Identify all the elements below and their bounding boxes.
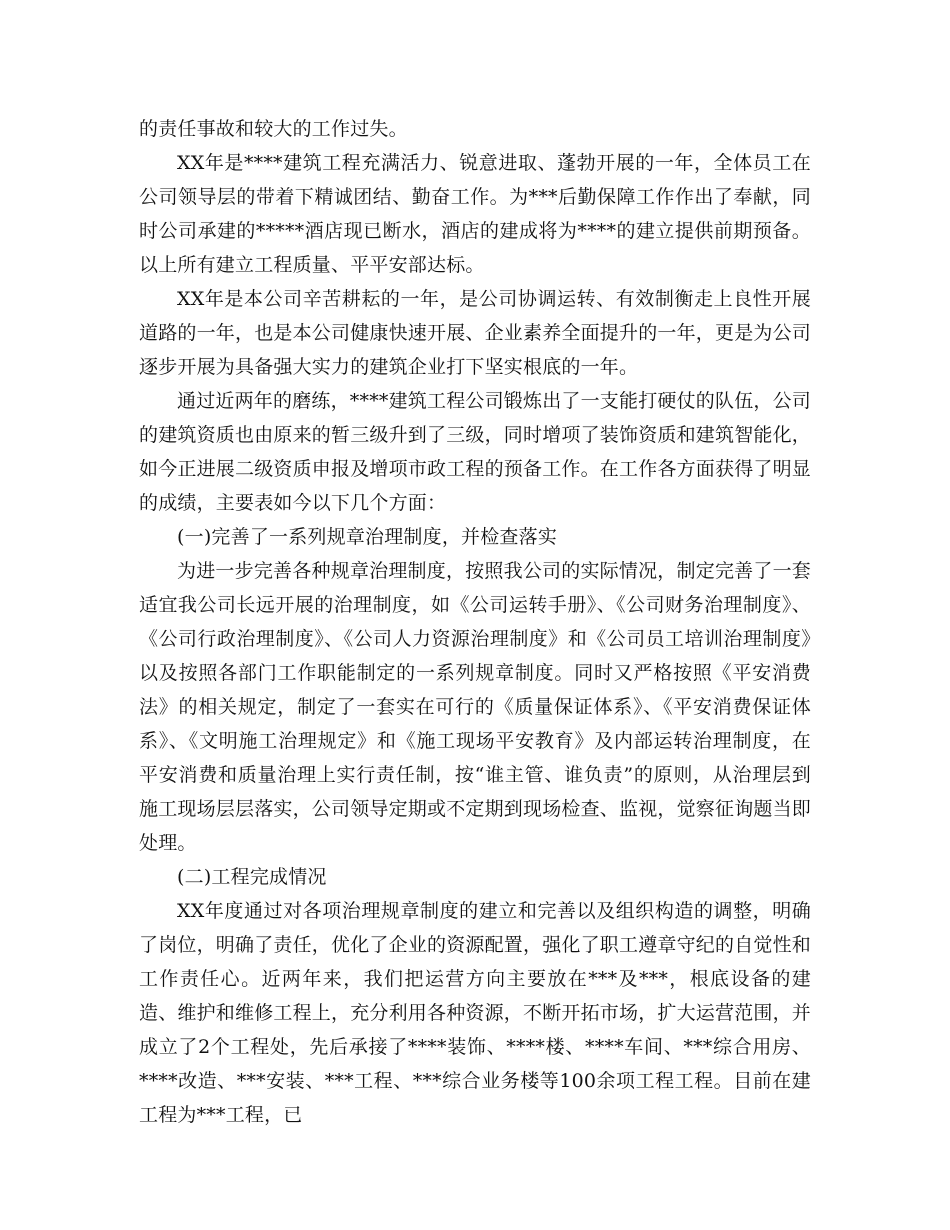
paragraph-company-year: XX年是本公司辛苦耕耘的一年，是公司协调运转、有效制衡走上良性开展道路的一年，也是本公司健康快速开展、企业素养全面提升的一年，更是为公司逐步开展为具备强大实力的建筑企业打下坚实根底的一年。 bbox=[139, 288, 812, 378]
section-heading-1: (一)完善了一系列规章治理制度，并检查落实 bbox=[177, 526, 558, 548]
document-body bbox=[139, 112, 811, 1132]
paragraph-project-completion: XX年度通过对各项治理规章制度的建立和完善以及组织构造的调整，明确了岗位，明确了责任，优化了企业的资源配置，强化了职工遵章守纪的自觉性和工作责任心。近两年来，我们把运营方向主要放在***及***，根底设备的建造、维护和维修工程上，充分利用各种资源，不断开拓市场，扩大运营范围，并成立了2个工程处，先后承接了****装饰、****楼、****车间、***综合用房、****改造、***安装、***工程、***综合业务楼等100余项工程工程。目前在建工程为***工程，已 bbox=[139, 900, 812, 1126]
paragraph-regulations: 为进一步完善各种规章治理制度，按照我公司的实际情况，制定完善了一套适宜我公司长远开展的治理制度，如《公司运转手册》、《公司财务治理制度》、《公司行政治理制度》、《公司人力资源治理制度》和《公司员工培训治理制度》以及按照各部门工作职能制定的一系列规章制度。同时又严格按照《平安消费法》的相关规定，制定了一套实在可行的《质量保证体系》、《平安消费保证体系》、《文明施工治理规定》和《施工现场平安教育》及内部运转治理制度，在平安消费和质量治理上实行责任制，按“谁主管、谁负责”的原则，从治理层到施工现场层层落实，公司领导定期或不定期到现场检查、监视，觉察征询题当即处理。 bbox=[139, 560, 812, 854]
paragraph-year-summary: XX年是****建筑工程充满活力、锐意进取、蓬勃开展的一年，全体员工在公司领导层的带着下精诚团结、勤奋工作。为***后勤保障工作作出了奉献，同时公司承建的*****酒店现已断水，酒店的建成将为****的建立提供前期预备。以上所有建立工程质量、平平安部达标。 bbox=[139, 152, 811, 276]
section-heading-2: (二)工程完成情况 bbox=[177, 866, 327, 888]
paragraph-achievements: 通过近两年的磨练，****建筑工程公司锻炼出了一支能打硬仗的队伍，公司的建筑资质也由原来的暂三级升到了三级，同时增项了装饰资质和建筑智能化，如今正进展二级资质申报及增项市政工程的预备工作。在工作各方面获得了明显的成绩，主要表如今以下几个方面： bbox=[139, 390, 812, 514]
paragraph-continuation: 的责任事故和较大的工作过失。 bbox=[139, 118, 408, 140]
